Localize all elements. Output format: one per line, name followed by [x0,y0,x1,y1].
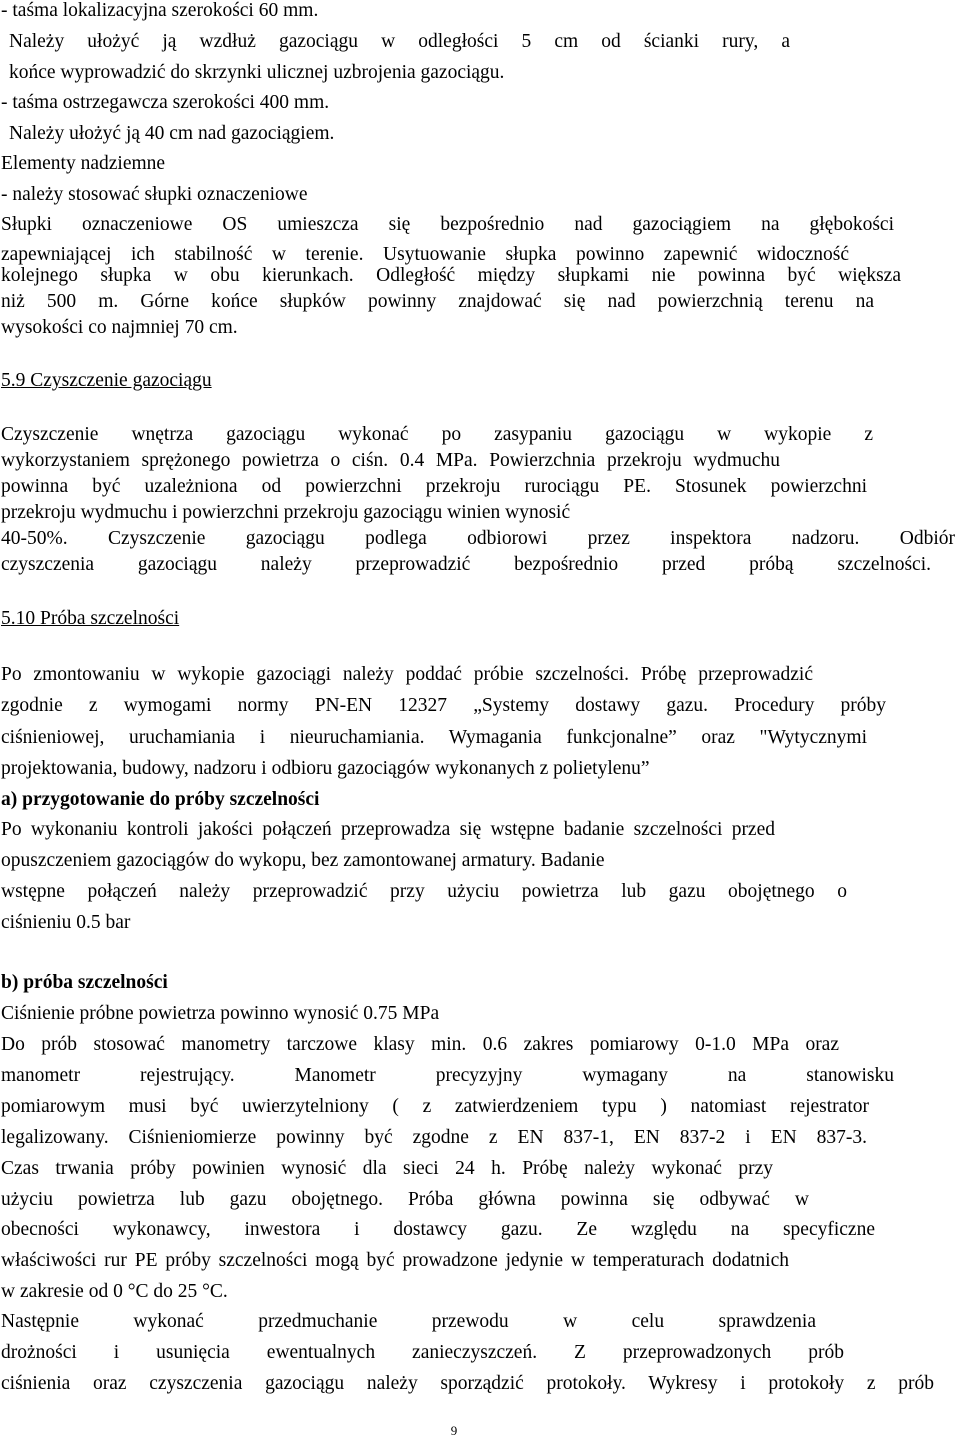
text-line: przekroju wydmuchu i powierzchni przekroju gazociągu winien wynosić [1,502,571,523]
text-line: Należy ułożyć ją wzdłuż gazociągu w odległości 5 cm od ścianki rury, a [9,31,790,52]
text-line: Słupki oznaczeniowe OS umieszcza się bezpośrednio nad gazociągiem na głębokości [1,214,894,235]
text-line: niż 500 m. Górne końce słupków powinny znajdować się nad powierzchnią terenu na [1,291,874,312]
section-heading: 5.10 Próba szczelności [1,608,180,629]
text-line: legalizowany. Ciśnieniomierze powinny być zgodne z EN 837-1, EN 837-2 i EN 837-3. [1,1127,867,1148]
text-line: czyszczenia gazociągu należy przeprowadzić bezpośrednio przed próbą szczelności. [1,554,931,575]
subsection-heading: b) próba szczelności [1,972,168,993]
text-line: kolejnego słupka w obu kierunkach. Odległość między słupkami nie powinna być większa [1,265,901,286]
text-line: ciśnienia oraz czyszczenia gazociągu należy sporządzić protokoły. Wykresy i protokoły z prób [1,1373,934,1394]
text-line: Po zmontowaniu w wykopie gazociągi należy poddać próbie szczelności. Próbę przeprowadzić [1,664,813,685]
text-line: końce wyprowadzić do skrzynki ulicznej uzbrojenia gazociągu. [9,62,505,83]
subsection-heading: a) przygotowanie do próby szczelności [1,789,320,810]
text-line: użyciu powietrza lub gazu obojętnego. Próba główna powinna się odbywać w [1,1189,809,1210]
text-line: w zakresie od 0 °C do 25 °C. [1,1281,228,1302]
text-line: właściwości rur PE próby szczelności mogą być prowadzone jedynie w temperaturach dodatnich [1,1250,789,1271]
text-line: Czas trwania próby powinien wynosić dla sieci 24 h. Próbę należy wykonać przy [1,1158,773,1179]
text-line: Ciśnienie próbne powietrza powinno wynosić 0.75 MPa [1,1003,440,1024]
text-line: Następnie wykonać przedmuchanie przewodu w celu sprawdzenia [1,1311,816,1332]
text-line: ciśnieniu 0.5 bar [1,912,131,933]
text-line: Do prób stosować manometry tarczowe klasy min. 0.6 zakres pomiarowy 0-1.0 MPa oraz [1,1034,839,1055]
text-line: 40-50%. Czyszczenie gazociągu podlega odbiorowi przez inspektora nadzoru. Odbiór [1,528,955,549]
text-line: drożności i usunięcia ewentualnych zanieczyszczeń. Z przeprowadzonych prób [1,1342,844,1363]
text-line: powinna być uzależniona od powierzchni przekroju rurociągu PE. Stosunek powierzchni [1,476,867,497]
text-line: ciśnieniowej, uruchamiania i nieuruchamiania. Wymagania funkcjonalne” oraz "Wytycznymi [1,727,867,748]
text-line: zgodnie z wymogami normy PN-EN 12327 „Systemy dostawy gazu. Procedury próby [1,695,886,716]
text-line: Po wykonaniu kontroli jakości połączeń przeprowadza się wstępne badanie szczelności przed [1,819,775,840]
text-line: obecności wykonawcy, inwestora i dostawcy gazu. Ze względu na specyficzne [1,1219,875,1240]
text-line: - taśma ostrzegawcza szerokości 400 mm. [1,92,330,113]
section-heading: 5.9 Czyszczenie gazociągu [1,370,212,391]
text-line: Czyszczenie wnętrza gazociągu wykonać po zasypaniu gazociągu w wykopie z [1,424,873,445]
text-line: zapewniającej ich stabilność w terenie. Usytuowanie słupka powinno zapewnić widoczność [1,244,849,265]
text-line: projektowania, budowy, nadzoru i odbioru gazociągów wykonanych z polietylenu” [1,758,650,779]
page-number: 9 [450,1423,458,1438]
text-line: - należy stosować słupki oznaczeniowe [1,184,308,205]
text-line: opuszczeniem gazociągów do wykopu, bez zamontowanej armatury. Badanie [1,850,605,871]
text-line: wstępne połączeń należy przeprowadzić przy użyciu powietrza lub gazu obojętnego o [1,881,847,902]
text-line: - taśma lokalizacyjna szerokości 60 mm. [1,0,319,21]
text-line: Należy ułożyć ją 40 cm nad gazociągiem. [9,123,335,144]
text-line: manometr rejestrujący. Manometr precyzyjny wymagany na stanowisku [1,1065,894,1086]
text-line: wysokości co najmniej 70 cm. [1,317,238,338]
text-line: Elementy nadziemne [1,153,166,174]
text-line: wykorzystaniem sprężonego powietrza o ciśn. 0.4 MPa. Powierzchnia przekroju wydmuchu [1,450,780,471]
text-line: pomiarowym musi być uwierzytelniony ( z zatwierdzeniem typu ) natomiast rejestrator [1,1096,869,1117]
